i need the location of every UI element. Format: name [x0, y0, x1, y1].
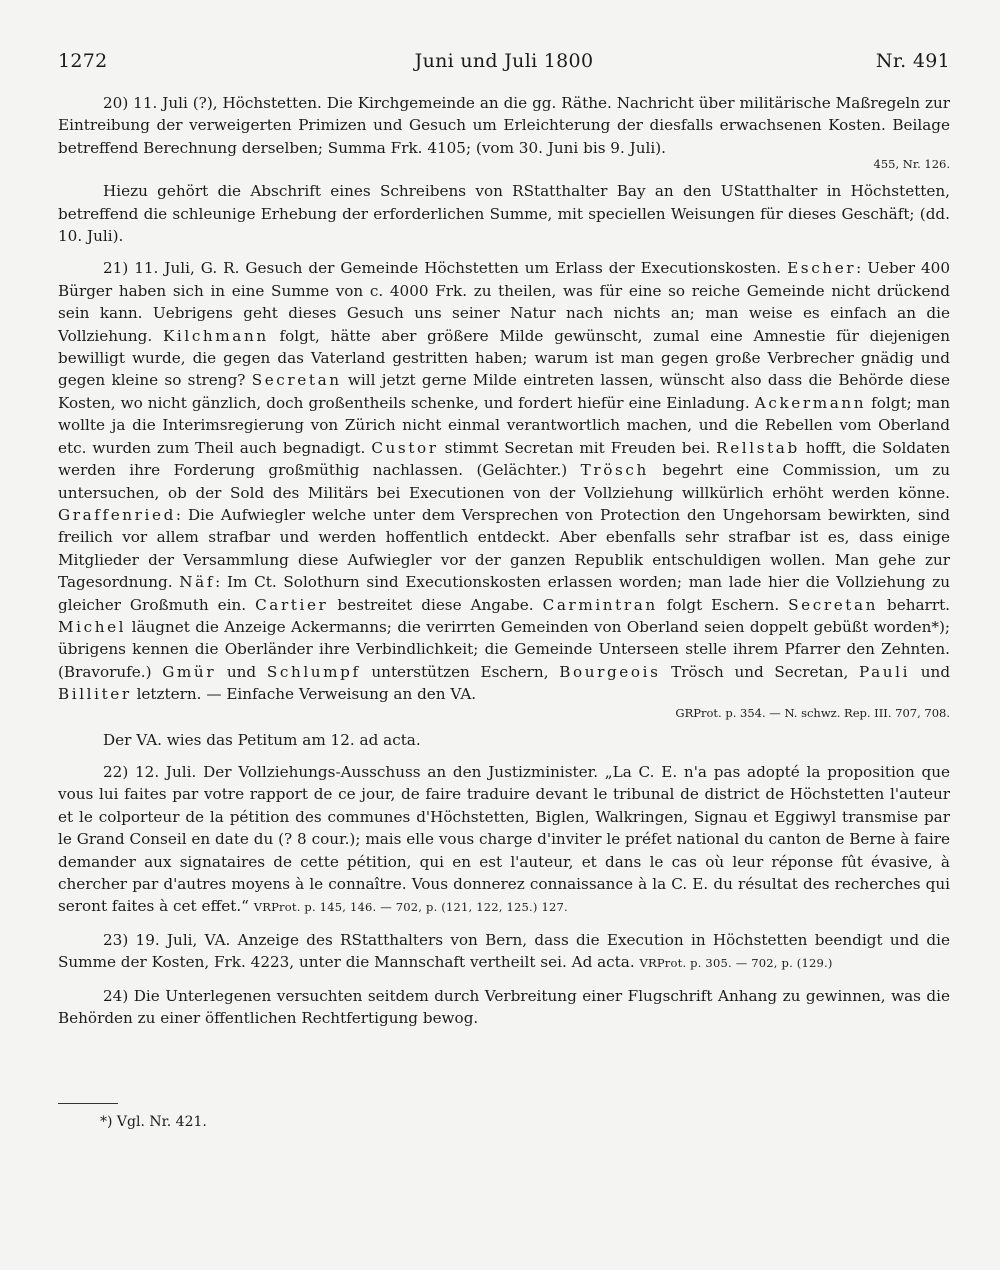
entry-20-reference: [58, 157, 950, 172]
speaker-name: Carmintran: [542, 595, 658, 614]
speech-text: folgt; man wollte ja die Interimsregierung von Zürich nicht einmal verantwortlich machen, und die Rebellen vom Oberland etc. wurden zum Theil auch begnadigt.: [58, 393, 951, 457]
speech-text: unterstützen Eschern,: [371, 662, 549, 681]
speaker-name: Kilchmann: [162, 326, 269, 345]
speech-text: folgt Eschern.: [666, 595, 780, 614]
running-title: Juni und Juli 1800: [414, 50, 594, 72]
speech-text: läugnet die Anzeige Ackermanns; die verirrten Gemeinden von Oberland seien doppelt gebüßt worden*); übrigens kennen die Oberländer ihre Verbindlichkeit; die Gemeinde Unterseen stelle ihrem Pfarrer den Zehnten. (Bravorufe.): [58, 617, 951, 681]
document-number: Nr. 491: [875, 50, 950, 72]
speaker-name: Billiter: [58, 685, 132, 704]
entry-21-outcome-text: Der VA. wies das Petitum am 12. ad acta.: [103, 730, 421, 749]
speaker-name: Graffenried: [58, 505, 176, 524]
entry-22-reference: VRProt. p. 145, 146. — 702, p. (121, 122, 125.) 127.: [253, 900, 568, 915]
page-header: [58, 50, 950, 80]
speaker-name: Pauli: [858, 662, 911, 681]
entry-22: [58, 761, 950, 919]
speaker-name: Michel: [58, 617, 127, 636]
speech-text: beharrt.: [887, 595, 951, 614]
speaker-name: Gmür: [162, 662, 217, 681]
speaker-name: Ackermann: [754, 393, 867, 412]
speech-text: und: [226, 662, 257, 681]
entry-21-ref-text: GRProt. p. 354. — N. schwz. Rep. III. 707, 708.: [675, 705, 950, 720]
speaker-name: Trösch: [580, 461, 649, 480]
entry-20-annex-text: Hiezu gehört die Abschrift eines Schreibens von RStatthalter Bay an den UStatthalter in Höchstetten, betreffend die schleunige Erhebung der erforderlichen Summe, mit speciellen Weisungen für dieses Geschäft; (dd. 10. Juli).: [58, 182, 950, 246]
entry-23-text: 23) 19. Juli, VA. Anzeige des RStatthalters von Bern, dass die Execution in Höchstetten beendigt und die Summe der Kosten, Frk. 4223, unter die Mannschaft vertheilt sei. Ad acta.: [58, 930, 950, 972]
speech-text: stimmt Secretan mit Freuden bei.: [444, 438, 711, 457]
speaker-name: Bourgeois: [559, 662, 661, 681]
entry-20: [58, 92, 950, 159]
entry-20-ref-text: 455, Nr. 126.: [873, 157, 950, 172]
speech-text: : Im Ct. Solothurn sind Executionskosten erlassen worden; man lade hier die Vollziehung zu gleicher Großmuth ein.: [58, 573, 950, 614]
entry-23-reference: VRProt. p. 305. — 702, p. (129.): [639, 956, 833, 971]
entry-22-text: 22) 12. Juli. Der Vollziehungs-Ausschuss an den Justizminister. „La C. E. n'a pas adopté la proposition que vous lui faites par votre rapport de ce jour, de faire traduire devant le tribunal de district de Höchstetten l'auteur et le colporteur de la pétition des communes d'Höchstetten, Biglen, Walkringen, Signau et Eggiwyl transmise par le Grand Conseil en date du (? 8 cour.); mais elle vous charge d'inviter le préfet national du canton de Berne à faire demander aux signataires de cette pétition, qui en est l'auteur, et dans le cas où leur réponse fût évasive, à chercher par d'autres moyens à le connaître. Vous donnerez connaissance à la C. E. du résultat des recherches qui seront faites à cet effet.“: [58, 762, 950, 916]
entry-24: [58, 985, 950, 1030]
speaker-name: Secretan: [788, 595, 879, 614]
speaker-name: Custor: [371, 438, 439, 457]
speaker-name: Rellstab: [716, 438, 800, 457]
entry-21: [58, 257, 950, 705]
speech-text: und: [920, 662, 951, 681]
speech-text: begehrt eine Commission, um zu untersuchen, ob der Sold des Militärs bei Executionen von der Vollziehung willkürlich erhöht werden könne.: [58, 461, 951, 502]
entry-20-annex: [58, 180, 950, 247]
speaker-name: Schlumpf: [266, 662, 361, 681]
speech-text: folgt, hätte aber größere Milde gewünscht, zumal eine Amnestie für diejenigen bewilligt wurde, die gegen das Vaterland gestritten haben; warum ist man gegen große Verbrecher gnädig und gegen kleine so streng?: [58, 326, 951, 390]
speech-text: will jetzt gerne Milde eintreten lassen, wünscht also dass die Behörde diese Kosten, wo nicht gänzlich, doch großentheils schenke, und fordert hiefür eine Einladung.: [58, 371, 950, 412]
page-body: [58, 92, 950, 1039]
speech-text: : Die Aufwiegler welche unter dem Versprechen von Protection den Ungehorsam bewirkten, sind freilich vor allem strafbar und werden hoffentlich entdeckt. Aber ebenfalls sehr strafbar ist es, dass einige Mitglieder der Versammlung diese Aufwiegler vor der ganzen Republik entschuldigen wollen. Man gehe zur Tagesordnung.: [58, 505, 950, 592]
page-number: 1272: [58, 50, 108, 72]
footnote: *) Vgl. Nr. 421.: [100, 1114, 207, 1130]
entry-23: [58, 929, 950, 975]
speech-text: letztern. — Einfache Verweisung an den VA.: [136, 685, 477, 704]
speech-text: : Ueber 400 Bürger haben sich in eine Summe von c. 4000 Frk. zu theilen, was für eine so reiche Gemeinde nicht drückend sein kann. Uebrigens geht dieses Gesuch uns seiner Natur nach nichts an; man weise es einfach an die Vollziehung.: [58, 259, 950, 345]
entry-20-text: 20) 11. Juli (?), Höchstetten. Die Kirchgemeinde an die gg. Räthe. Nachricht über militärische Maßregeln zur Eintreibung der verweigerten Primizen und Gesuch um Erleichterung der diesfalls erwachsenen Kosten. Beilage betreffend Berechnung derselben; Summa Frk. 4105; (vom 30. Juni bis 9. Juli).: [58, 94, 950, 157]
speaker-name: Escher: [787, 259, 857, 278]
speech-text: bestreitet diese Angabe.: [337, 595, 534, 614]
speaker-name: Näf: [179, 573, 216, 592]
speaker-name: Cartier: [255, 595, 329, 614]
speech-text: hofft, die Soldaten werden ihre Forderung großmüthig nachlassen. (Gelächter.): [58, 438, 951, 480]
entry-21-heading: 21) 11. Juli, G. R. Gesuch der Gemeinde Höchstetten um Erlass der Executionskosten.: [103, 259, 782, 278]
entry-21-outcome: [58, 729, 950, 751]
footnote-divider: [58, 1103, 118, 1104]
entry-21-reference: [58, 706, 950, 721]
speaker-name: Secretan: [251, 371, 342, 390]
entry-24-text: 24) Die Unterlegenen versuchten seitdem durch Verbreitung einer Flugschrift Anhang zu gewinnen, was die Behörden zu einer öffentlichen Rechtfertigung bewog.: [58, 986, 950, 1028]
speech-text: Trösch und Secretan,: [671, 662, 849, 681]
